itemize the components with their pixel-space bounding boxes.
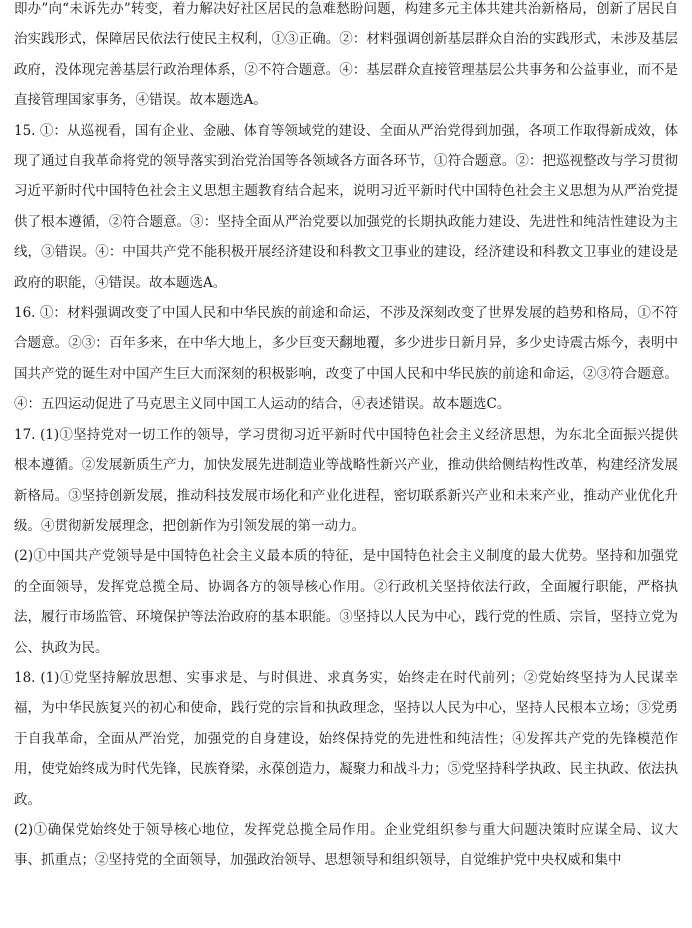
- paragraph-q17-part1: 17. (1)①坚持党对一切工作的领导，学习贯彻习近平新时代中国特色社会主义经济思想，为东北全面振兴提供根本遵循。②发展新质生产力，加快发展先进制造业等战略性新兴产业，推动供给侧结构性改革，构建经济发展新格局。③坚持创新发展，推动科技发展市场化和产业化进程，密切联系新兴产业和未来产业，推动产业优化升级。④贯彻新发展理念，把创新作为引领发展的第一动力。: [14, 426, 678, 534]
- paragraph-q17-part2: (2)①中国共产党领导是中国特色社会主义最本质的特征，是中国特色社会主义制度的最大优势。坚持和加强党的全面领导，发挥党总揽全局、协调各方的领导核心作用。②行政机关坚持依法行政，全面履行职能，严格执法，履行市场监管、环境保护等法治政府的基本职能。③坚持以人民为中心，践行党的性质、宗旨，坚持立党为公、执政为民。: [14, 548, 678, 656]
- paragraph-q18-part2: (2)①确保党始终处于领导核心地位，发挥党总揽全局作用。企业党组织参与重大问题决策时应谋全局、议大事、抓重点；②坚持党的全面领导，加强政治领导、思想领导和组织领导，自觉维护党中央权威和集中: [14, 821, 678, 869]
- paragraph-q14-continuation: 即办”向“未诉先办”转变，着力解决好社区居民的急难愁盼问题，构建多元主体共建共治新格局，创新了居民自治实践形式，保障居民依法行使民主权利，①③正确。②：材料强调创新基层群众自治的实践形式，未涉及基层政府，没体现完善基层行政治理体系，②不符合题意。④：基层群众直接管理基层公共事务和公益事业，而不是直接管理国家事务，④错误。故本题选A。: [14, 1, 678, 109]
- paragraph-q16: 16. ①：材料强调改变了中国人民和中华民族的前途和命运，不涉及深刻改变了世界发展的趋势和格局，①不符合题意。②③：百年多来，在中华大地上，多少巨变天翻地覆，多少进步日新月异，多少史诗震古烁今，表明中国共产党的诞生对中国产生巨大而深刻的积极影响，改变了中国人民和中华民族的前途和命运，②③符合题意。④：五四运动促进了马克思主义同中国工人运动的结合，④表述错误。故本题选C。: [14, 305, 678, 413]
- paragraph-q15: 15. ①：从巡视看，国有企业、金融、体育等领域党的建设、全面从严治党得到加强，各项工作取得新成效，体现了通过自我革命将党的领导落实到治党治国等各领域各方面各环节，①符合题意。②：把巡视整改与学习贯彻习近平新时代中国特色社会主义思想主题教育结合起来，说明习近平新时代中国特色社会主义思想为从严治党提供了根本遵循，②符合题意。③：坚持全面从严治党要以加强党的长期执政能力建设、先进性和纯洁性建设为主线，③错误。④：中国共产党不能积极开展经济建设和科教文卫事业的建设，经济建设和科教文卫事业的建设是政府的职能，④错误。故本题选A。: [14, 122, 678, 291]
- paragraph-q18-part1: 18. (1)①党坚持解放思想、实事求是、与时俱进、求真务实，始终走在时代前列；②党始终坚持为人民谋幸福，为中华民族复兴的初心和使命，践行党的宗旨和执政理念，坚持以人民为中心，坚持人民根本立场；③党勇于自我革命，全面从严治党，加强党的自身建设，始终保持党的先进性和纯洁性；④发挥共产党的先锋模范作用，使党始终成为时代先锋，民族脊梁，永葆创造力，凝聚力和战斗力；⑤党坚持科学执政、民主执政、依法执政。: [14, 669, 678, 808]
